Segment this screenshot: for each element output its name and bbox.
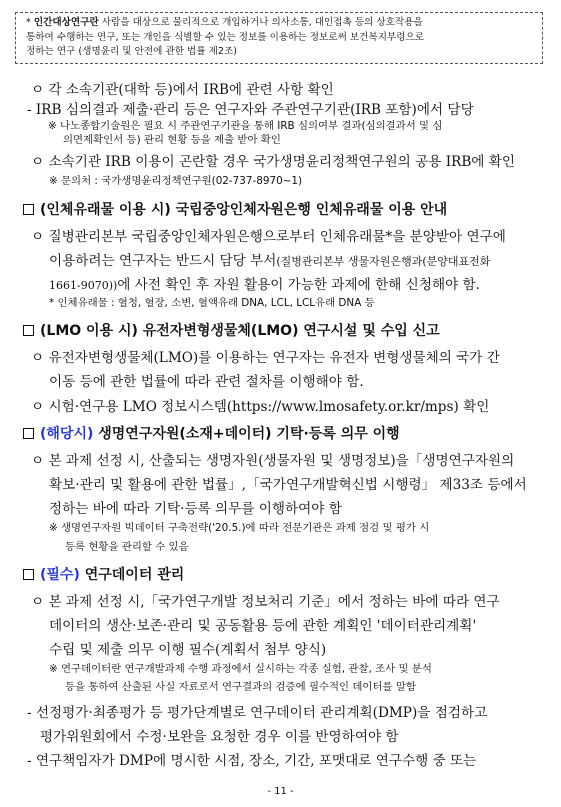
researchdata-item-1a: ㅇ 본 과제 선정 시,「국가연구개발 정보처리 기준」에서 정하는 바에 따라 연구	[31, 594, 500, 610]
lmo-item-1b: 이동 등에 관한 법률에 따라 관련 절차를 이행해야 함.	[49, 374, 364, 390]
note-term: 인간대상연구란	[33, 17, 99, 28]
irb-item-1: ㅇ 각 소속기관(대학 등)에서 IRB에 관련 사항 확인	[31, 82, 334, 98]
irb-ref-2: ※ 문의처 : 국가생명윤리정책연구원(02-737-8970~1)	[49, 175, 303, 187]
lmo-item-1a: ㅇ 유전자변형생물체(LMO)를 이용하는 연구자는 유전자 변형생물체의 국가 간	[31, 350, 500, 366]
bioresource-item-1a: ㅇ 본 과제 선정 시, 산출되는 생명자원(생물자원 및 생명정보)을「생명연구자원의	[31, 453, 515, 469]
required-tag: (필수)	[40, 567, 80, 583]
bioresource-ref-b: 등록 현황을 관리할 수 있음	[65, 541, 189, 553]
checkbox-icon	[23, 325, 34, 336]
lmo-heading: (LMO 이용 시) 유전자변형생물체(LMO) 연구시설 및 수입 신고	[23, 320, 440, 340]
conditional-tag: (해당시)	[40, 426, 94, 442]
note-line-2: 통하여 수행하는 연구, 또는 개인을 식별할 수 있는 정보를 이용하는 정보로써 보건복지부령으로	[26, 31, 425, 43]
biobank-item-1c: 1661-9070))에 사전 확인 후 자원 활용이 가능한 과제에 한해 신청해야 함.	[49, 277, 480, 293]
checkbox-icon	[23, 428, 34, 439]
definition-note-box	[15, 12, 543, 64]
researchdata-dash-1a: - 선정평가·최종평가 등 평가단계별로 연구데이터 관리계획(DMP)을 점검하고	[27, 705, 488, 721]
researchdata-heading: (필수) 연구데이터 관리	[23, 564, 184, 584]
page-number: - 11 -	[267, 786, 294, 797]
lmo-item-2: ㅇ 시험·연구용 LMO 정보시스템(https://www.lmosafety.or.kr/mps) 확인	[31, 399, 490, 415]
note-line-3: 정하는 연구 (생명윤리 및 안전에 관한 법률 제2조)	[26, 46, 238, 57]
irb-ref-1b: 의면제확인서 등) 관리 현황 등을 제출 받아 확인	[63, 134, 281, 146]
researchdata-dash-1b: 평가위원회에서 수정·보완을 요청한 경우 이를 반영하여야 함	[40, 729, 399, 745]
bioresource-ref-a: ※ 생명연구자원 빅데이터 구축전략('20.5.)에 따라 전문기관은 과제 점검 및 평가 시	[49, 522, 430, 534]
checkbox-icon	[23, 569, 34, 580]
researchdata-ref-b: 등을 통하여 산출된 사실 자료로서 연구결과의 검증에 필수적인 데이터를 말함	[65, 681, 416, 693]
irb-dash-1: - IRB 심의결과 제출·관리 등은 연구자와 주관연구기관(IRB 포함)에서 담당	[27, 102, 474, 118]
biobank-ref: * 인체유래물 : 혈청, 혈장, 소변, 혈액유래 DNA, LCL, LCL유래 DNA 등	[49, 297, 375, 309]
bioresource-item-1b: 확보·관리 및 활용에 관한 법률」,「국가연구개발혁신법 시행령」 제33조 등에서	[49, 477, 527, 493]
researchdata-ref-a: ※ 연구데이터란 연구개발과제 수행 과정에서 실시하는 각종 실험, 관찰, 조사 및 분석	[49, 663, 432, 675]
biobank-heading: (인체유래물 이용 시) 국립중앙인체자원은행 인체유래물 이용 안내	[23, 199, 447, 219]
note-line-1: * 인간대상연구란 사람을 대상으로 물리적으로 개입하거나 의사소통, 대인접촉 등의 상호작용을	[26, 17, 423, 28]
biobank-item-1a: ㅇ 질병관리본부 국립중앙인체자원은행으로부터 인체유래물*을 분양받아 연구에	[31, 229, 506, 245]
bioresource-heading: (해당시) 생명연구자원(소재+데이터) 기탁·등록 의무 이행	[23, 423, 400, 443]
biobank-item-1b: 이용하려는 연구자는 반드시 담당 부서(질병관리본부 생물자원은행과(분양대표전화	[49, 253, 491, 269]
bioresource-item-1c: 정하는 바에 따라 기탁·등록 의무를 이행하여야 함	[49, 501, 342, 517]
irb-ref-1a: ※ 나노종합기술원은 필요 시 주관연구기관을 통해 IRB 심의여부 결과(심의결과서 및 심	[48, 120, 443, 132]
researchdata-item-1b: 데이터의 생산·보존·관리 및 공동활용 등에 관한 계획인 '데이터관리계획'	[49, 618, 477, 634]
checkbox-icon	[23, 204, 34, 215]
researchdata-dash-2: - 연구책임자가 DMP에 명시한 시점, 장소, 기간, 포맷대로 연구수행 중 또는	[27, 753, 477, 769]
researchdata-item-1c: 수립 및 제출 의무 이행 필수(계획서 첨부 양식)	[49, 642, 327, 658]
irb-item-2: ㅇ 소속기관 IRB 이용이 곤란할 경우 국가생명윤리정책연구원의 공용 IRB에 확인	[31, 154, 516, 170]
